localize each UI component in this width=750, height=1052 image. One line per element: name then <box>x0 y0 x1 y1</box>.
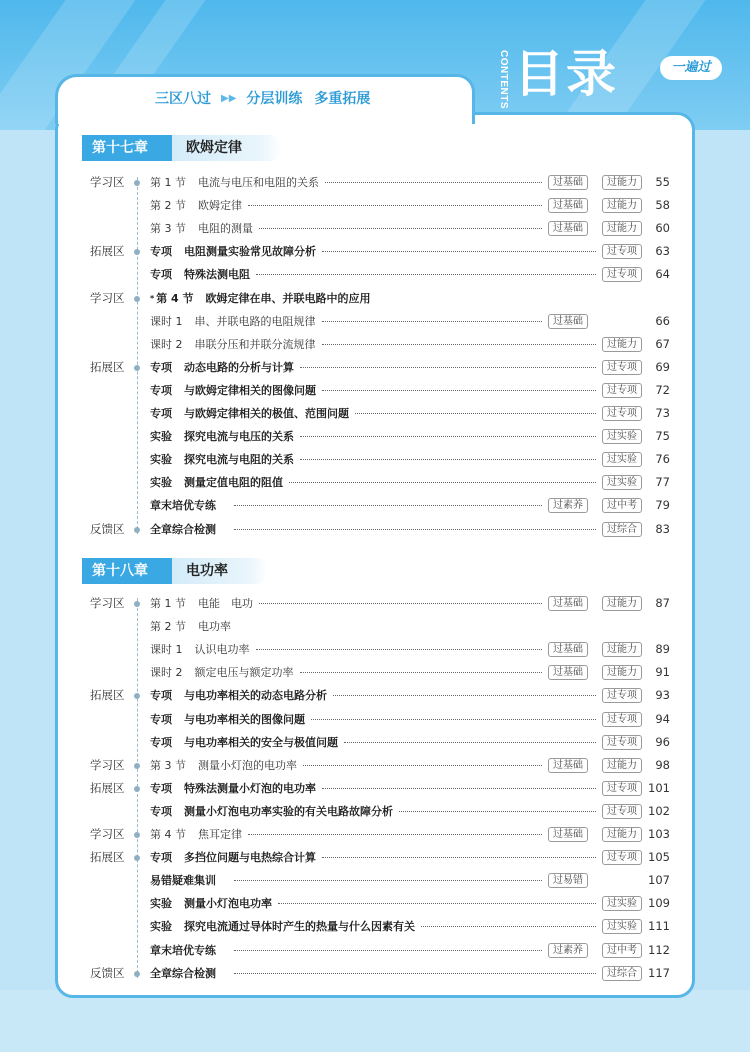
toc-row[interactable] <box>0 846 750 869</box>
slogan-part-3: 多重拓展 <box>314 91 371 107</box>
level-tag: 过实验 <box>602 452 642 467</box>
timeline-dot <box>134 693 140 699</box>
entry-prefix: 第 2 节 <box>150 620 186 634</box>
level-tag: 过专项 <box>602 360 642 375</box>
entry-prefix: 专项 <box>150 245 172 259</box>
entry-name: 焦耳定律 <box>198 828 242 841</box>
tab-joint <box>58 110 472 118</box>
toc-row[interactable] <box>0 892 750 915</box>
level-tag: 过能力 <box>602 827 642 842</box>
entry-title <box>150 379 316 402</box>
entry-name: 欧姆定律在串、并联电路中的应用 <box>205 291 371 305</box>
level-tag: 过能力 <box>602 642 642 657</box>
dot-leader <box>300 672 542 673</box>
toc-row[interactable] <box>0 962 750 985</box>
dot-leader <box>303 765 542 766</box>
timeline-dot <box>134 249 140 255</box>
zone-label: 拓展区 <box>90 688 125 703</box>
level-tag: 过专项 <box>602 688 642 703</box>
toc-row[interactable] <box>0 661 750 684</box>
zone-label: 拓展区 <box>90 244 125 259</box>
level-tag: 过专项 <box>602 804 642 819</box>
level-tag: 过专项 <box>602 267 642 282</box>
level-tag: 过素养 <box>548 943 588 958</box>
page-number: 111 <box>648 919 670 934</box>
timeline-dot <box>134 365 140 371</box>
chapter-title: 电功率 <box>172 558 268 584</box>
toc-row[interactable] <box>0 592 750 615</box>
toc-row[interactable] <box>0 684 750 707</box>
dot-leader <box>421 926 596 927</box>
level-tag: 过基础 <box>548 827 588 842</box>
entry-prefix: 实验 <box>150 920 172 934</box>
level-tag: 过实验 <box>602 919 642 934</box>
dot-leader <box>355 413 596 414</box>
toc-row[interactable] <box>0 333 750 356</box>
entry-title <box>150 263 250 286</box>
entry-title <box>150 823 242 846</box>
star-icon: * <box>150 293 155 303</box>
timeline-dot <box>134 832 140 838</box>
level-tag: 过能力 <box>602 337 642 352</box>
entry-prefix: 第 4 节 <box>150 828 186 841</box>
level-tag: 过综合 <box>602 966 642 981</box>
page-number: 98 <box>655 757 670 772</box>
entry-prefix: 易错疑难集训 <box>150 874 216 888</box>
slogan <box>155 88 370 108</box>
entry-prefix: 专项 <box>150 781 172 795</box>
toc-row[interactable] <box>0 915 750 938</box>
page-number: 64 <box>655 267 670 282</box>
dot-leader <box>256 274 596 275</box>
dot-leader <box>322 344 596 345</box>
zone-label: 反馈区 <box>90 965 125 980</box>
entry-name: 与电功率相关的图像问题 <box>184 712 305 726</box>
entry-name: 电阻的测量 <box>198 222 253 236</box>
page-number: 91 <box>655 665 670 680</box>
entry-prefix: 专项 <box>150 712 172 726</box>
level-tag: 过易错 <box>548 873 588 888</box>
entry-title <box>150 800 393 823</box>
timeline-dot <box>134 601 140 607</box>
entry-title <box>150 402 349 425</box>
entry-title <box>150 638 250 661</box>
toc-row[interactable] <box>0 869 750 892</box>
entry-name: 测量小灯泡的电功率 <box>198 758 297 772</box>
entry-name: 认识电功率 <box>194 643 250 657</box>
dot-leader <box>234 973 596 974</box>
entry-prefix: 专项 <box>150 360 172 374</box>
zone-label: 学习区 <box>90 757 125 772</box>
entry-prefix: 第 4 节 <box>156 291 194 305</box>
entry-prefix: 全章综合检测 <box>150 966 216 980</box>
entry-prefix: 课时 2 <box>150 666 183 680</box>
entry-title <box>150 518 228 541</box>
zone-label: 反馈区 <box>90 521 125 536</box>
entry-title <box>150 356 294 379</box>
page-number: 76 <box>655 452 670 467</box>
entry-name: 欧姆定律 <box>198 199 242 213</box>
entry-prefix: 专项 <box>150 407 172 420</box>
entry-name: 特殊法测电阻 <box>184 268 250 282</box>
toc-row[interactable] <box>0 194 750 217</box>
level-tag: 过专项 <box>602 244 642 259</box>
entry-title <box>150 869 228 892</box>
toc-row[interactable] <box>0 171 750 194</box>
entry-name: 多挡位问题与电热综合计算 <box>184 851 316 865</box>
page-number: 60 <box>655 221 670 236</box>
entry-prefix: 第 1 节 <box>150 597 186 610</box>
page-number: 87 <box>655 596 670 610</box>
toc-row[interactable] <box>0 518 750 541</box>
dot-leader <box>234 950 542 951</box>
level-tag: 过基础 <box>548 665 588 680</box>
page-number: 55 <box>655 175 670 189</box>
entry-prefix: 第 2 节 <box>150 199 186 213</box>
entry-name: 与电功率相关的安全与极值问题 <box>184 735 338 749</box>
entry-name: 额定电压与额定功率 <box>194 666 294 680</box>
entry-name: 探究电流通过导体时产生的热量与什么因素有关 <box>184 920 415 934</box>
chapter-number: 第十八章 <box>82 558 172 584</box>
dot-leader <box>333 695 596 696</box>
entry-title <box>150 592 253 615</box>
dot-leader <box>300 367 596 368</box>
level-tag: 过基础 <box>548 175 588 190</box>
level-tag: 过能力 <box>602 198 642 213</box>
level-tag: 过基础 <box>548 314 588 329</box>
entry-title <box>150 194 242 217</box>
dot-leader <box>322 857 596 858</box>
page-number: 101 <box>648 780 670 795</box>
entry-prefix: 专项 <box>150 689 172 703</box>
dot-leader <box>311 719 596 720</box>
entry-name: 探究电流与电阻的关系 <box>184 453 294 467</box>
entry-name: 测量小灯泡电功率 <box>184 897 272 911</box>
entry-title <box>150 846 316 869</box>
entry-title <box>150 448 294 471</box>
level-tag: 过专项 <box>602 406 642 421</box>
toc-row[interactable] <box>0 263 750 286</box>
entry-name: 与电功率相关的动态电路分析 <box>184 689 327 703</box>
level-tag: 过能力 <box>602 758 642 773</box>
toc-row[interactable] <box>0 939 750 962</box>
dot-leader <box>322 321 542 322</box>
zone-label: 学习区 <box>90 827 125 841</box>
level-tag: 过中考 <box>602 498 642 513</box>
entry-title <box>150 615 231 638</box>
entry-prefix: 专项 <box>150 804 172 818</box>
zone-label: 拓展区 <box>90 359 125 374</box>
level-tag: 过能力 <box>602 221 642 236</box>
slogan-part-1: 三区八过 <box>155 91 211 107</box>
entry-name: 与欧姆定律相关的图像问题 <box>184 383 316 397</box>
level-tag: 过基础 <box>548 596 588 611</box>
level-tag: 过素养 <box>548 498 588 513</box>
toc-row[interactable] <box>0 287 750 310</box>
entry-prefix: 实验 <box>150 430 172 444</box>
toc-row[interactable] <box>0 240 750 263</box>
dot-leader <box>278 903 596 904</box>
toc-row[interactable] <box>0 425 750 448</box>
level-tag: 过综合 <box>602 522 642 537</box>
entry-name: 电流与电压和电阻的关系 <box>198 176 319 189</box>
chapter-title: 欧姆定律 <box>172 135 282 161</box>
page-number: 79 <box>655 498 670 513</box>
dot-leader <box>300 459 596 460</box>
timeline-dot <box>134 763 140 769</box>
timeline-dot <box>134 296 140 302</box>
toc-row[interactable] <box>0 708 750 731</box>
entry-name: 电功率 <box>198 620 231 634</box>
dot-leader <box>344 742 596 743</box>
entry-name: 动态电路的分析与计算 <box>184 360 294 374</box>
entry-title <box>150 939 228 962</box>
level-tag: 过专项 <box>602 383 642 398</box>
level-tag: 过专项 <box>602 781 642 796</box>
level-tag: 过实验 <box>602 429 642 444</box>
entry-prefix: 章末培优专练 <box>150 499 216 513</box>
entry-name: 电能 电功 <box>198 597 253 610</box>
entry-name: 探究电流与电压的关系 <box>184 430 294 444</box>
zone-label: 学习区 <box>90 175 125 189</box>
entry-prefix: 实验 <box>150 897 172 911</box>
entry-title <box>150 708 305 731</box>
page-number: 107 <box>648 873 670 888</box>
level-tag: 过基础 <box>548 198 588 213</box>
entry-name: 与欧姆定律相关的极值、范围问题 <box>184 407 349 420</box>
timeline-dot <box>134 855 140 861</box>
entry-prefix: 章末培优专练 <box>150 943 216 957</box>
dot-leader <box>322 788 596 789</box>
dot-leader <box>289 482 596 483</box>
level-tag: 过实验 <box>602 475 642 490</box>
entry-name: 电阻测量实验常见故障分析 <box>184 245 316 259</box>
level-tag: 过中考 <box>602 943 642 958</box>
entry-title <box>150 310 316 333</box>
chapter-header <box>82 135 282 161</box>
dot-leader <box>300 436 596 437</box>
dot-leader <box>248 205 542 206</box>
entry-title <box>150 425 294 448</box>
page-number: 67 <box>655 336 670 351</box>
entry-title <box>150 661 294 684</box>
dot-leader <box>256 649 542 650</box>
toc-row[interactable] <box>0 448 750 471</box>
entry-name: 串联分压和并联分流规律 <box>194 337 316 351</box>
dot-leader <box>322 251 596 252</box>
toc-row[interactable] <box>0 731 750 754</box>
page-number: 112 <box>648 942 670 957</box>
page-number: 83 <box>655 521 670 536</box>
page-number: 69 <box>655 359 670 374</box>
dot-leader <box>259 603 542 604</box>
page-number: 66 <box>655 313 670 328</box>
entry-prefix: 专项 <box>150 735 172 749</box>
brand-logo: 一遍过 <box>660 56 722 80</box>
page-number: 102 <box>648 803 670 818</box>
page-number: 72 <box>655 382 670 397</box>
entry-name: 特殊法测量小灯泡的电功率 <box>184 781 316 795</box>
entry-prefix: 全章综合检测 <box>150 522 216 536</box>
entry-prefix: 课时 1 <box>150 643 183 657</box>
level-tag: 过专项 <box>602 712 642 727</box>
entry-title <box>150 494 228 517</box>
toc-row[interactable] <box>0 638 750 661</box>
double-arrow-icon: ▶▶ <box>221 92 237 104</box>
toc-row[interactable] <box>0 217 750 240</box>
toc-row[interactable] <box>0 310 750 333</box>
entry-title <box>150 684 327 707</box>
page-number: 105 <box>648 850 670 865</box>
page-number: 94 <box>655 711 670 726</box>
entry-name: 测量小灯泡电功率实验的有关电路故障分析 <box>184 804 393 818</box>
chapter-header <box>82 558 268 584</box>
entry-title <box>150 333 316 356</box>
zone-label: 学习区 <box>90 596 125 610</box>
level-tag: 过基础 <box>548 758 588 773</box>
timeline-dot <box>134 971 140 977</box>
zone-label: 拓展区 <box>90 850 125 865</box>
entry-prefix: 实验 <box>150 476 172 490</box>
toc-row[interactable] <box>0 356 750 379</box>
toc-row[interactable] <box>0 379 750 402</box>
toc-row[interactable] <box>0 494 750 517</box>
page-number: 109 <box>648 896 670 911</box>
level-tag: 过能力 <box>602 596 642 611</box>
entry-prefix: 第 1 节 <box>150 176 186 189</box>
toc-row[interactable] <box>0 777 750 800</box>
level-tag: 过专项 <box>602 850 642 865</box>
entry-prefix: 专项 <box>150 383 172 397</box>
toc-row[interactable] <box>0 800 750 823</box>
page-number: 77 <box>655 475 670 490</box>
dot-leader <box>234 505 542 506</box>
toc-row[interactable] <box>0 823 750 846</box>
level-tag: 过基础 <box>548 642 588 657</box>
level-tag: 过专项 <box>602 735 642 750</box>
level-tag: 过实验 <box>602 896 642 911</box>
entry-prefix: 专项 <box>150 268 172 282</box>
entry-title <box>150 892 272 915</box>
slogan-part-2: 分层训练 <box>246 91 303 107</box>
entry-prefix: 课时 1 <box>150 314 183 328</box>
dot-leader <box>322 390 596 391</box>
entry-title <box>150 962 228 985</box>
entry-prefix: 第 3 节 <box>150 758 186 772</box>
dot-leader <box>248 834 542 835</box>
page-number: 93 <box>655 688 670 703</box>
page-number: 89 <box>655 642 670 657</box>
entry-title <box>150 915 415 938</box>
page-number: 103 <box>648 827 670 841</box>
entry-prefix: 专项 <box>150 851 172 865</box>
chapter-number: 第十七章 <box>82 135 172 161</box>
dot-leader <box>234 880 542 881</box>
page-number: 117 <box>648 965 670 980</box>
level-tag: 过能力 <box>602 665 642 680</box>
dot-leader <box>325 182 542 183</box>
entry-prefix: 第 3 节 <box>150 222 186 236</box>
zone-label: 学习区 <box>90 290 125 305</box>
page-number: 63 <box>655 244 670 259</box>
entry-title <box>150 731 338 754</box>
dot-leader <box>399 811 596 812</box>
level-tag: 过基础 <box>548 221 588 236</box>
dot-leader <box>234 529 596 530</box>
entry-title <box>150 754 297 777</box>
zone-label: 拓展区 <box>90 780 125 795</box>
entry-title <box>150 171 319 194</box>
toc-row[interactable] <box>0 471 750 494</box>
entry-title <box>150 471 283 494</box>
toc-row[interactable] <box>0 615 750 638</box>
page-number: 73 <box>655 406 670 420</box>
toc-row[interactable] <box>0 402 750 425</box>
page-number: 58 <box>655 198 670 213</box>
bottom-band <box>0 990 750 1052</box>
timeline-dot <box>134 786 140 792</box>
page-title: 目录 <box>514 45 618 103</box>
entry-prefix: 课时 2 <box>150 337 183 351</box>
page-number: 96 <box>655 734 670 749</box>
page-number: 75 <box>655 429 670 444</box>
entry-name: 串、并联电路的电阻规律 <box>194 314 316 328</box>
entry-title <box>150 217 253 240</box>
entry-title <box>150 287 371 310</box>
entry-prefix: 实验 <box>150 453 172 467</box>
timeline-dot <box>134 180 140 186</box>
contents-label: CONTENTS <box>498 50 509 109</box>
toc-row[interactable] <box>0 754 750 777</box>
level-tag: 过能力 <box>602 175 642 190</box>
entry-title <box>150 777 316 800</box>
dot-leader <box>259 228 542 229</box>
entry-name: 测量定值电阻的阻值 <box>184 476 283 490</box>
entry-title <box>150 240 316 263</box>
timeline-dot <box>134 527 140 533</box>
